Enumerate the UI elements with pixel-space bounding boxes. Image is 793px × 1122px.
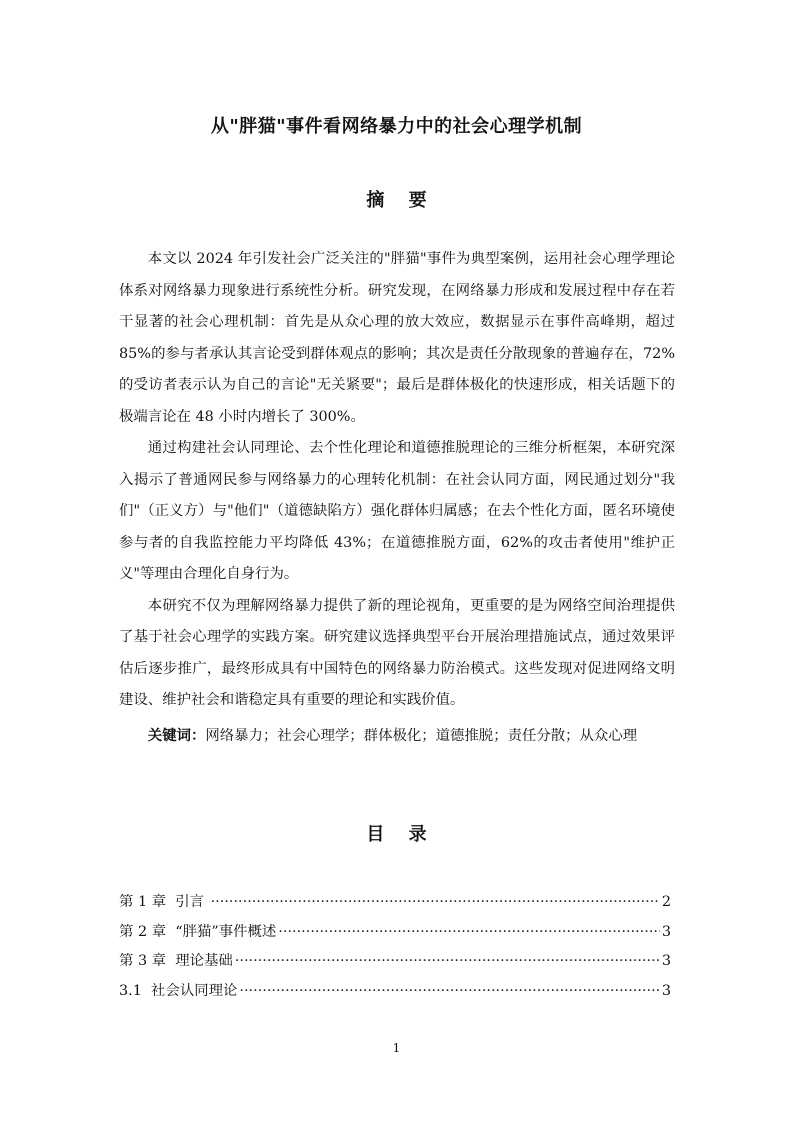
toc-leader-dots xyxy=(235,953,660,969)
abstract-body xyxy=(119,244,675,752)
toc-heading: 目 录 xyxy=(366,824,427,845)
toc-entry-page: 3 xyxy=(661,953,671,969)
table-of-contents xyxy=(119,890,671,1008)
toc-entry-page: 3 xyxy=(661,982,671,999)
page-number: 1 xyxy=(392,1041,401,1055)
toc-entry-label: 第 1 章 引言 xyxy=(119,894,209,910)
toc-entry-label: 3.1 社会认同理论 xyxy=(119,982,238,999)
abstract-paragraph-2: 通过构建社会认同理论、去个性化理论和道德推脱理论的三维分析框架，本研究深入揭示了普通网民参与网络暴力的心理转化机制：在社会认同方面，网民通过划分"我们"（正义方）与"他们"（道德缺陷方）强化群体归属感；在去个性化方面，匿名环境使参与者的自我监控能力平均降低 43%；在道德推脱方面，62%的攻击者使用"维护正义"等理由合理化自身行为。 xyxy=(119,440,675,582)
abstract-paragraph-3: 本研究不仅为理解网络暴力提供了新的理论视角，更重要的是为网络空间治理提供了基于社会心理学的实践方案。研究建议选择典型平台开展治理措施试点，通过效果评估后逐步推广，最终形成具有中国特色的网络暴力防治模式。这些发现对促进网络文明建设、维护社会和谐稳定具有重要的理论和实践价值。 xyxy=(119,597,675,708)
paper-title: 从"胖猫"事件看网络暴力中的社会心理学机制 xyxy=(210,116,583,137)
toc-entry-label: 第 2 章 “胖猫”事件概述 xyxy=(119,923,277,940)
toc-leader-dots xyxy=(278,924,660,940)
keywords-text: 网络暴力；社会心理学；群体极化；道德推脱；责任分散；从众心理 xyxy=(205,727,638,744)
keywords-label: 关键词： xyxy=(147,727,206,744)
toc-entry-label: 第 3 章 理论基础 xyxy=(119,953,233,969)
toc-entry-chapter-1[interactable] xyxy=(119,890,671,920)
toc-entry-page: 3 xyxy=(661,923,671,940)
toc-entry-chapter-3[interactable] xyxy=(119,949,671,979)
toc-entry-page: 2 xyxy=(661,894,671,910)
abstract-heading: 摘 要 xyxy=(366,190,427,211)
toc-entry-section-3-1[interactable] xyxy=(119,979,671,1009)
keywords-line xyxy=(119,721,675,753)
abstract-paragraph-1: 本文以 2024 年引发社会广泛关注的"胖猫"事件为典型案例，运用社会心理学理论体系对网络暴力现象进行系统性分析。研究发现，在网络暴力形成和发展过程中存在若干显著的社会心理机制：首先是从众心理的放大效应，数据显示在事件高峰期，超过 85%的参与者承认其言论受到群体观点的影响；其次是责任分散现象的普遍存在，72%的受访者表示认为自己的言论"无关紧要"；最后是群体极化的快速形成，相关话题下的极端言论在 48 小时内增长了 300%。 xyxy=(119,251,675,425)
toc-entry-chapter-2[interactable] xyxy=(119,920,671,950)
toc-leader-dots xyxy=(211,894,660,910)
toc-leader-dots xyxy=(239,983,659,999)
